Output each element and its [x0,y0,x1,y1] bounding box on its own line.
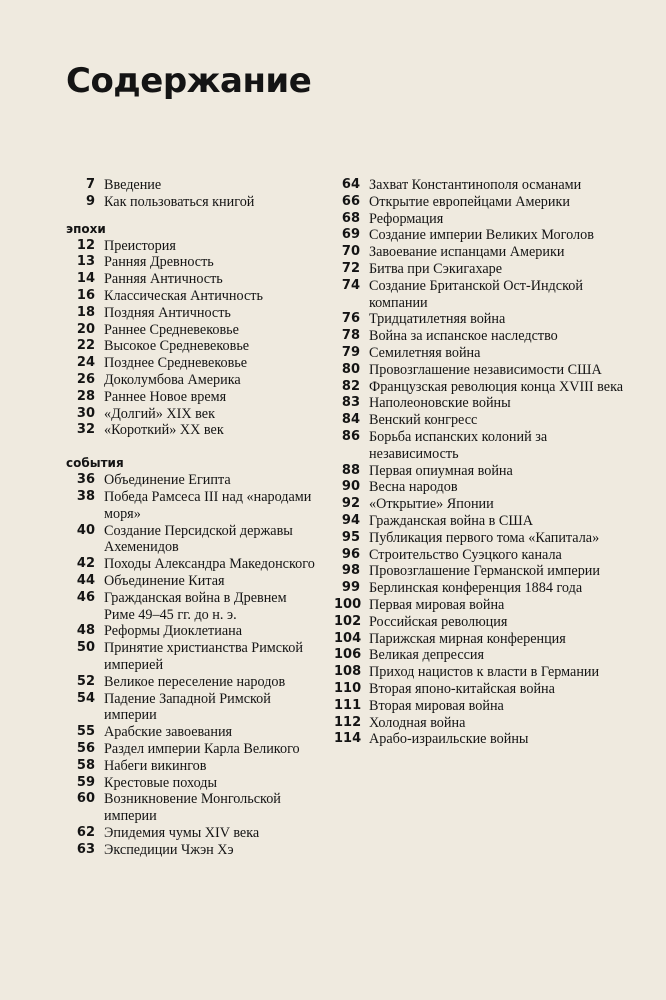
entry-title: Объединение Китая [104,572,225,589]
entry-title: Вторая мировая война [369,697,504,714]
toc-entry[interactable] [334,261,634,278]
toc-entry[interactable] [66,556,316,573]
page-title: Содержание [66,61,312,101]
page-number: 70 [341,244,360,260]
page-number: 106 [334,647,362,663]
page-number: 79 [341,344,360,360]
entry-title: Доколумбова Америка [104,371,241,388]
page-number: 100 [334,596,362,612]
toc-entry[interactable] [334,530,634,547]
entry-title: Эпидемия чумы XIV века [104,824,260,841]
entry-title: Первая мировая война [369,596,505,613]
entry-title: Великое переселение народов [104,673,286,690]
page-number: 86 [341,428,360,444]
page-number: 95 [341,529,360,545]
toc-entry[interactable] [334,597,634,614]
entry-title: Арабо-израильские войны [369,731,529,748]
entry-title: Публикация первого тома «Капитала» [369,529,600,546]
entry-title: «Открытие» Японии [369,496,494,513]
page-number: 108 [334,664,362,680]
page-number: 92 [341,496,360,512]
toc-entry[interactable] [334,547,634,564]
entry-title: Победа Рамсеса III над «народами моря» [104,488,312,522]
page-number: 90 [341,479,360,495]
entry-title: Провозглашение Германской империи [369,563,600,580]
toc-entry[interactable] [66,724,316,741]
page-number: 80 [341,361,360,377]
page-number: 83 [341,395,360,411]
entry-title: Французская революция конца XVIII века [369,378,624,395]
page-number: 56 [76,740,95,756]
page-number: 12 [76,237,95,253]
page-number: 38 [76,488,95,504]
entry-title: Вторая японо-китайская война [369,680,555,697]
toc-left-column [66,177,316,858]
toc-entry[interactable] [66,523,316,557]
toc-entry[interactable] [334,647,634,664]
toc-entry[interactable] [66,389,316,406]
toc-entry[interactable] [334,177,634,194]
entry-title: Открытие европейцами Америки [369,193,570,210]
entry-title: Наполеоновские войны [369,395,511,412]
entry-title: Арабские завоевания [104,724,233,741]
entry-title: Экспедиции Чжэн Хэ [104,841,234,858]
toc-entry[interactable] [334,429,634,463]
page-number: 94 [341,512,360,528]
entry-title: Строительство Суэцкого канала [369,546,562,563]
page-number: 66 [341,193,360,209]
toc-entry[interactable] [66,406,316,423]
entry-title: Провозглашение независимости США [369,361,602,378]
page-number: 74 [341,277,360,293]
page-number: 46 [76,589,95,605]
entry-title: Походы Александра Македонского [104,556,315,573]
toc-entry[interactable] [334,614,634,631]
entry-title: Семилетняя война [369,344,481,361]
entry-title: Борьба испанских колоний за независимость [369,428,548,462]
entry-title: Классическая Античность [104,287,263,304]
entry-title: Объединение Египта [104,472,231,489]
entry-title: Создание Британской Ост-Индской компании [369,277,583,311]
toc-entry[interactable] [334,311,634,328]
entry-title: Весна народов [369,479,458,496]
page-number: 64 [341,177,360,192]
entry-title: Принятие христианства Римской империей [104,640,303,673]
toc-entry[interactable] [334,278,634,312]
entry-title: Венский конгресс [369,412,478,429]
toc-entry[interactable] [334,244,634,261]
entry-title: Парижская мирная конференция [369,630,566,647]
toc-entry[interactable] [66,825,316,842]
toc-entry[interactable] [66,489,316,523]
toc-entry[interactable] [66,177,316,194]
page-number: 84 [341,412,360,428]
entry-title: Завоевание испанцами Америки [369,244,565,261]
entry-title: Российская революция [369,613,508,630]
entry-title: Падение Западной Римской империи [104,690,271,724]
page-number: 104 [334,630,362,646]
page-number: 42 [76,556,95,572]
entry-title: Берлинская конференция 1884 года [369,580,583,597]
page-number: 59 [76,774,95,790]
toc-entry[interactable] [66,842,316,859]
toc-entry[interactable] [334,513,634,530]
page-number: 13 [76,254,95,270]
toc-entry[interactable] [334,328,634,345]
page-number: 88 [341,462,360,478]
toc-entry[interactable] [66,758,316,775]
entry-title: Раздел империи Карла Великого [104,740,300,757]
entry-title: «Долгий» XIX век [104,405,215,422]
page-number: 44 [76,572,95,588]
page-number: 40 [76,522,95,538]
page-number: 110 [334,680,362,696]
entry-title: Создание империи Великих Моголов [369,227,594,244]
page-number: 112 [334,714,362,730]
toc-entry[interactable] [66,338,316,355]
toc-entry[interactable] [66,791,316,825]
entry-title: Позднее Средневековье [104,355,248,372]
entry-title: Ранняя Античность [104,271,223,288]
section-heading-events: события [66,456,124,471]
page-number: 62 [76,824,95,840]
entry-title: Как пользоваться книгой [104,193,255,210]
page-number: 111 [334,697,362,713]
toc-entry[interactable] [334,631,634,648]
toc-entry[interactable] [66,322,316,339]
toc-entry[interactable] [334,227,634,244]
page-number: 55 [76,724,95,740]
entry-title: Создание Персидской державы Ахеменидов [104,522,293,556]
page-number: 99 [341,580,360,596]
toc-entry[interactable] [66,573,316,590]
toc-entry[interactable] [66,472,316,489]
page-number: 98 [341,563,360,579]
page-number: 60 [76,791,95,807]
entry-title: Приход нацистов к власти в Германии [369,664,600,681]
page-number: 28 [76,388,95,404]
toc-entry[interactable] [334,395,634,412]
page-number: 7 [85,177,95,192]
page-number: 68 [341,210,360,226]
page-number: 72 [341,260,360,276]
page-number: 20 [76,321,95,337]
toc-entry[interactable] [66,238,316,255]
page-number: 14 [76,271,95,287]
entry-title: Реформы Диоклетиана [104,623,243,640]
toc-entry[interactable] [334,731,634,748]
entry-title: Крестовые походы [104,774,218,791]
page-number: 78 [341,328,360,344]
toc-entry[interactable] [66,194,316,211]
entry-title: Введение [104,177,162,193]
toc-entry[interactable] [334,412,634,429]
entry-title: Реформация [369,210,444,227]
page-number: 82 [341,378,360,394]
toc-entry[interactable] [66,288,316,305]
toc-entry[interactable] [66,623,316,640]
page-number: 102 [334,613,362,629]
entry-title: Гражданская война в США [369,512,533,529]
toc-entry[interactable] [66,775,316,792]
entry-title: Великая депрессия [369,647,485,664]
entry-title: Война за испанское наследство [369,328,558,345]
entry-title: Высокое Средневековье [104,338,250,355]
toc-entry[interactable] [66,741,316,758]
page-number: 63 [76,841,95,857]
toc-entry[interactable] [334,681,634,698]
entry-title: Тридцатилетняя война [369,311,506,328]
toc-entry[interactable] [66,691,316,725]
entry-title: Гражданская война в Древнем Риме 49–45 гг. до н. э. [104,589,287,623]
page-number: 54 [76,690,95,706]
toc-entry[interactable] [66,422,316,439]
page-number: 22 [76,338,95,354]
entry-title: Преистория [104,237,176,254]
page-number: 58 [76,757,95,773]
toc-right-column [334,177,634,748]
page-number: 50 [76,640,95,656]
toc-entry[interactable] [66,640,316,674]
toc-entry[interactable] [334,580,634,597]
toc-entry[interactable] [334,345,634,362]
entry-title: Первая опиумная война [369,462,513,479]
toc-entry[interactable] [66,590,316,624]
entry-title: «Короткий» XX век [104,422,224,439]
page-number: 52 [76,673,95,689]
toc-entry[interactable] [66,254,316,271]
entry-title: Битва при Сэкигахаре [369,260,503,277]
toc-entry[interactable] [66,372,316,389]
toc-entry[interactable] [66,305,316,322]
page-number: 18 [76,304,95,320]
toc-entry[interactable] [334,664,634,681]
page-number: 9 [85,193,95,209]
toc-entry[interactable] [66,355,316,372]
entry-title: Возникновение Монгольской империи [104,791,281,825]
page-number: 96 [341,546,360,562]
toc-entry[interactable] [334,496,634,513]
toc-entry[interactable] [334,479,634,496]
toc-entry[interactable] [334,463,634,480]
toc-entry[interactable] [334,194,634,211]
entry-title: Холодная война [369,714,466,731]
page-number: 48 [76,623,95,639]
entry-title: Поздняя Античность [104,304,231,321]
entry-title: Раннее Средневековье [104,321,239,338]
toc-entry[interactable] [334,362,634,379]
page-number: 114 [334,731,362,747]
entry-title: Ранняя Древность [104,254,214,271]
toc-entry[interactable] [334,715,634,732]
entry-title: Захват Константинополя османами [369,177,582,193]
toc-entry[interactable] [334,379,634,396]
page-number: 16 [76,287,95,303]
toc-entry[interactable] [334,211,634,228]
toc-entry[interactable] [66,674,316,691]
page-number: 36 [76,472,95,488]
toc-entry[interactable] [334,563,634,580]
page-number: 30 [76,405,95,421]
page-number: 76 [341,311,360,327]
toc-entry[interactable] [66,271,316,288]
toc-entry[interactable] [334,698,634,715]
page-number: 24 [76,355,95,371]
section-heading-eras: эпохи [66,221,106,236]
page-number: 32 [76,422,95,438]
page-number: 26 [76,371,95,387]
entry-title: Набеги викингов [104,757,207,774]
page-number: 69 [341,227,360,243]
entry-title: Раннее Новое время [104,388,227,405]
